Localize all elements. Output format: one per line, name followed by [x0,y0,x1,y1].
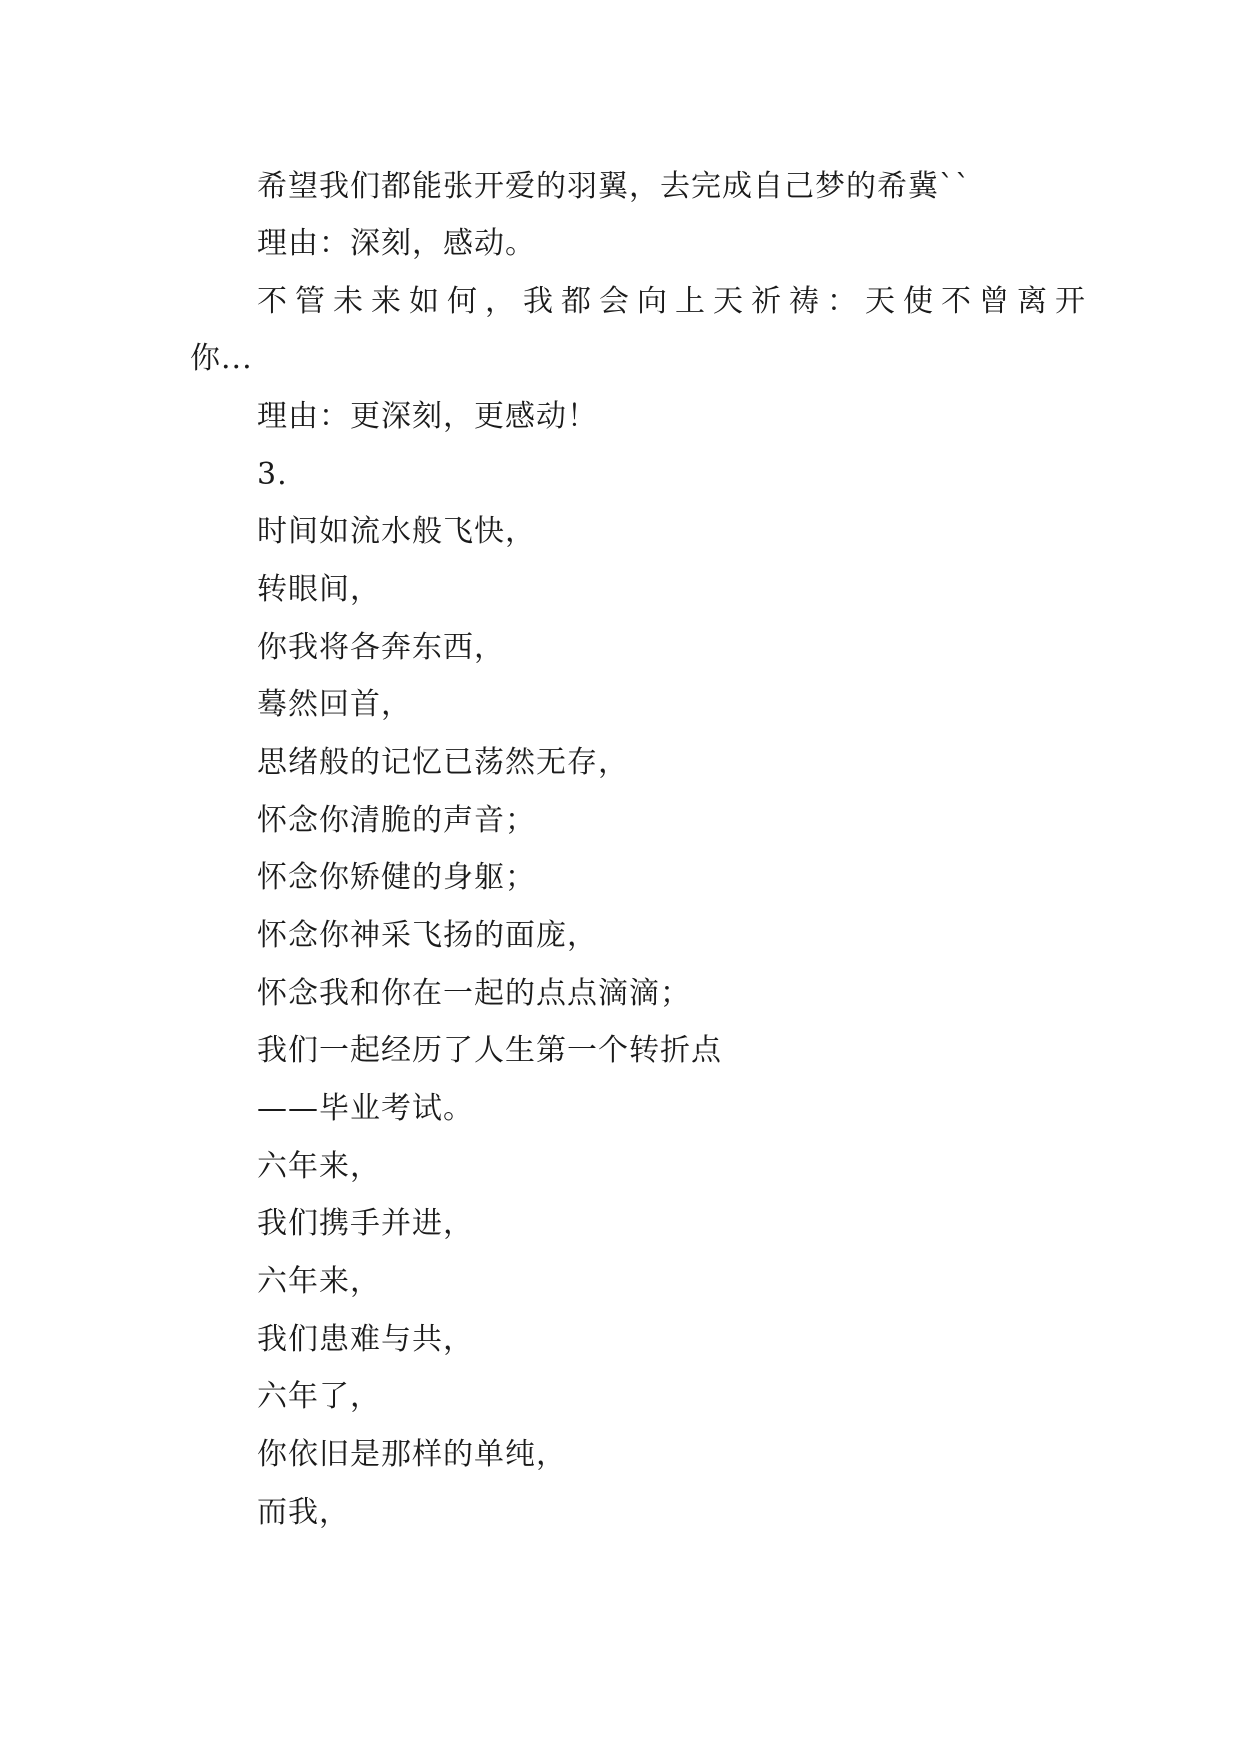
poem-line: 时间如流水般飞快， [257,514,536,549]
poem-line: 怀念你神采飞扬的面庞， [257,918,598,953]
text-line: 理由：深刻，感动。 [257,226,536,261]
poem-line: 你依旧是那样的单纯， [257,1437,567,1472]
poem-line: 怀念我和你在一起的点点滴滴； [257,976,691,1011]
poem-line: 思绪般的记忆已荡然无存， [257,745,629,780]
poem-line: 六年来， [257,1264,381,1299]
poem-line: 六年了， [257,1379,381,1414]
poem-line: 我们携手并进， [257,1206,474,1241]
poem-line: 转眼间， [257,572,381,607]
poem-line: 怀念你清脆的声音； [257,803,536,838]
poem-line: 而我， [257,1495,350,1530]
poem-line: 怀念你矫健的身躯； [257,860,536,895]
section-number: 3. [257,457,288,492]
text-line: 理由：更深刻，更感动！ [257,399,598,434]
text-line: 希望我们都能张开爱的羽翼，去完成自己梦的希冀`` [257,169,971,204]
poem-line: 蓦然回首， [257,687,412,722]
poem-line: 我们患难与共， [257,1322,474,1357]
text-line: 你... [190,341,253,376]
poem-line: 你我将各奔东西， [257,630,505,665]
text-line: 不管未来如何，我都会向上天祈祷：天使不曾离开 [257,284,1093,319]
poem-line: 我们一起经历了人生第一个转折点 [257,1033,722,1068]
poem-line: 六年来， [257,1149,381,1184]
poem-line: ——毕业考试。 [257,1091,474,1126]
